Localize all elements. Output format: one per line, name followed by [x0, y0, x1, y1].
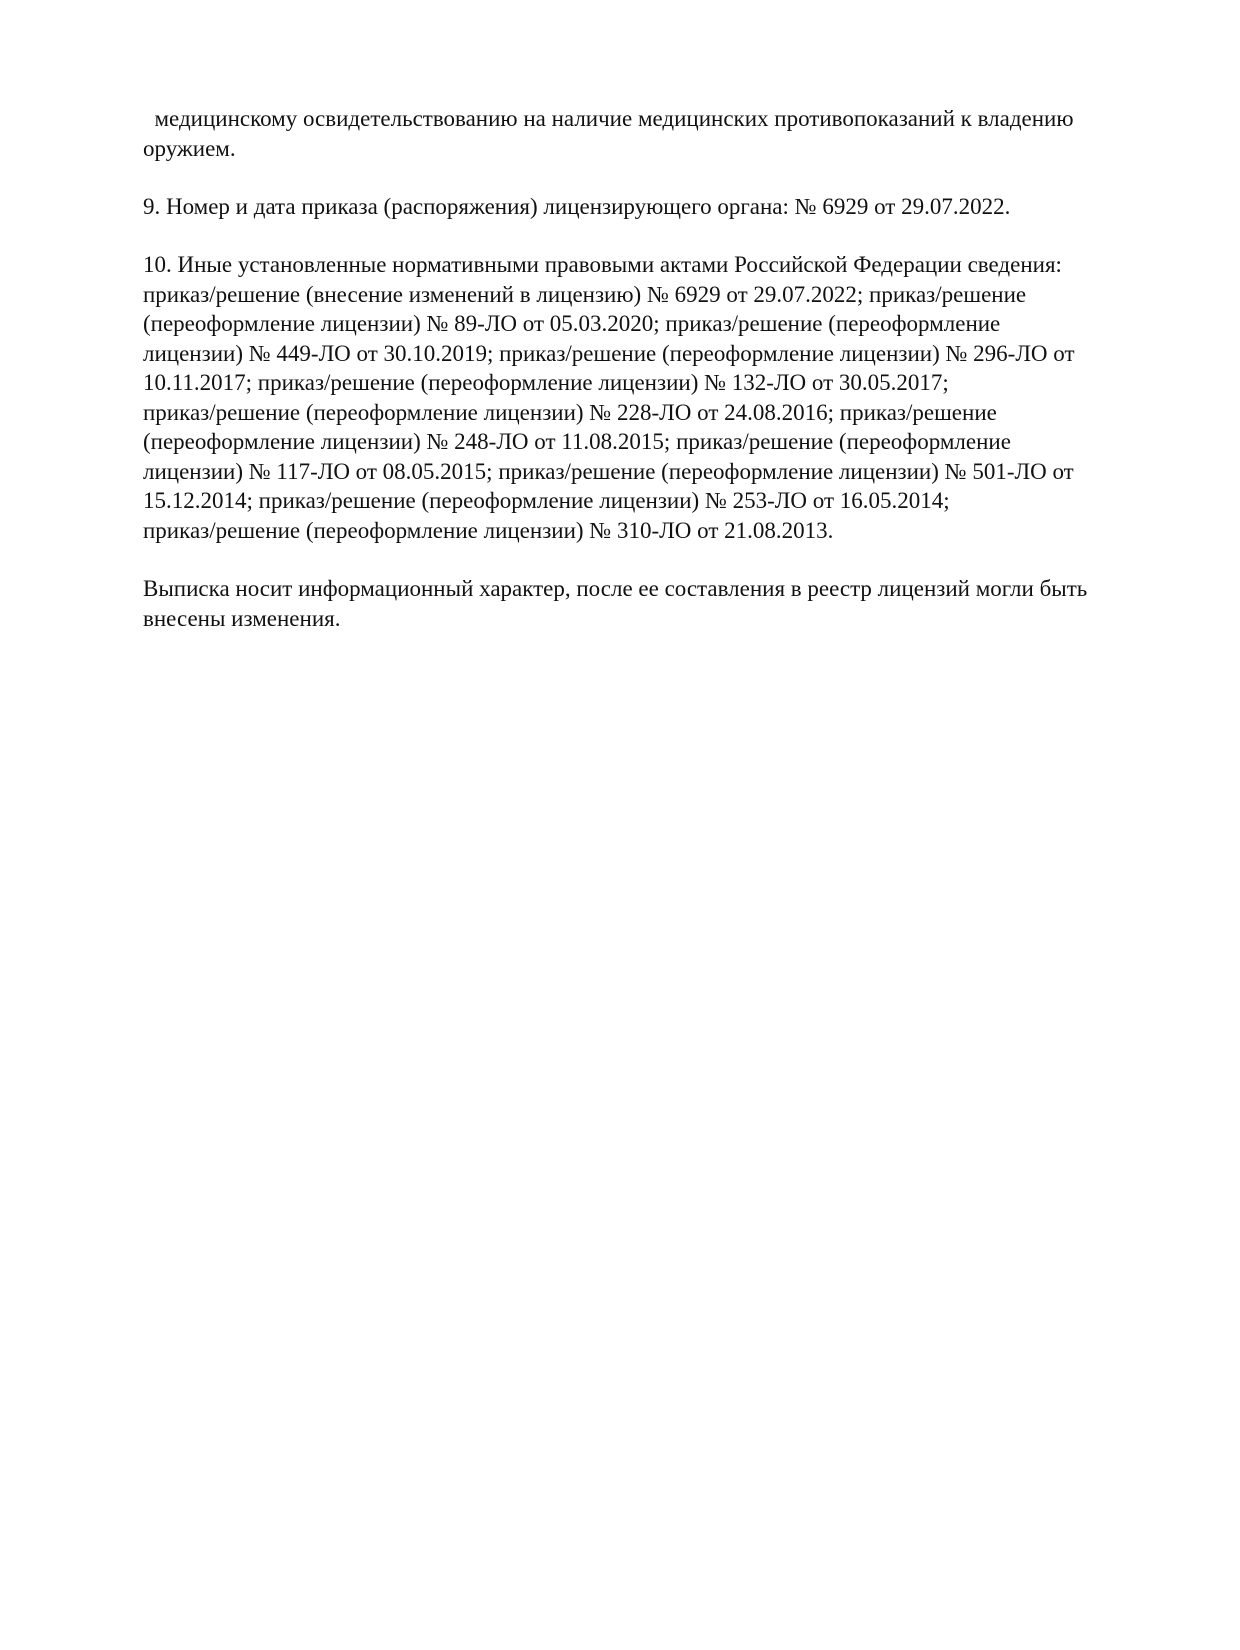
- paragraph-line: (переоформление лицензии) № 89-ЛО от 05.03.2020; приказ/решение (переоформление: [143, 311, 1001, 336]
- paragraph-line: 9. Номер и дата приказа (распоряжения) лицензирующего органа: № 6929 от 29.07.2022.: [143, 194, 1011, 219]
- paragraph-line: медицинскому освидетельствованию на наличие медицинских противопоказаний к владению: [143, 106, 1074, 131]
- paragraph-line: 10.11.2017; приказ/решение (переоформление лицензии) № 132-ЛО от 30.05.2017;: [143, 370, 949, 395]
- item-10-paragraph: [143, 250, 1143, 545]
- paragraph-line: (переоформление лицензии) № 248-ЛО от 11.08.2015; приказ/решение (переоформление: [143, 429, 1011, 454]
- paragraph-line: 15.12.2014; приказ/решение (переоформление лицензии) № 253-ЛО от 16.05.2014;: [143, 488, 950, 513]
- paragraph-line: лицензии) № 449-ЛО от 30.10.2019; приказ/решение (переоформление лицензии) № 296-ЛО от: [143, 340, 1075, 366]
- item-9-paragraph: [143, 192, 1143, 222]
- paragraph-line: приказ/решение (переоформление лицензии) № 310-ЛО от 21.08.2013.: [143, 517, 834, 543]
- continuation-paragraph: [143, 104, 1143, 163]
- paragraph-line: оружием.: [143, 135, 236, 161]
- paragraph-line: 10. Иные установленные нормативными правовыми актами Российской Федерации сведения:: [143, 252, 1062, 277]
- paragraph-line: лицензии) № 117-ЛО от 08.05.2015; приказ/решение (переоформление лицензии) № 501-ЛО от: [143, 458, 1074, 484]
- disclaimer-paragraph: [143, 574, 1143, 633]
- paragraph-line: приказ/решение (переоформление лицензии) № 228-ЛО от 24.08.2016; приказ/решение: [143, 399, 997, 425]
- paragraph-line: приказ/решение (внесение изменений в лицензию) № 6929 от 29.07.2022; приказ/решение: [143, 281, 1027, 307]
- paragraph-line: Выписка носит информационный характер, после ее составления в реестр лицензий могли быть: [143, 576, 1088, 601]
- paragraph-line: внесены изменения.: [143, 605, 341, 631]
